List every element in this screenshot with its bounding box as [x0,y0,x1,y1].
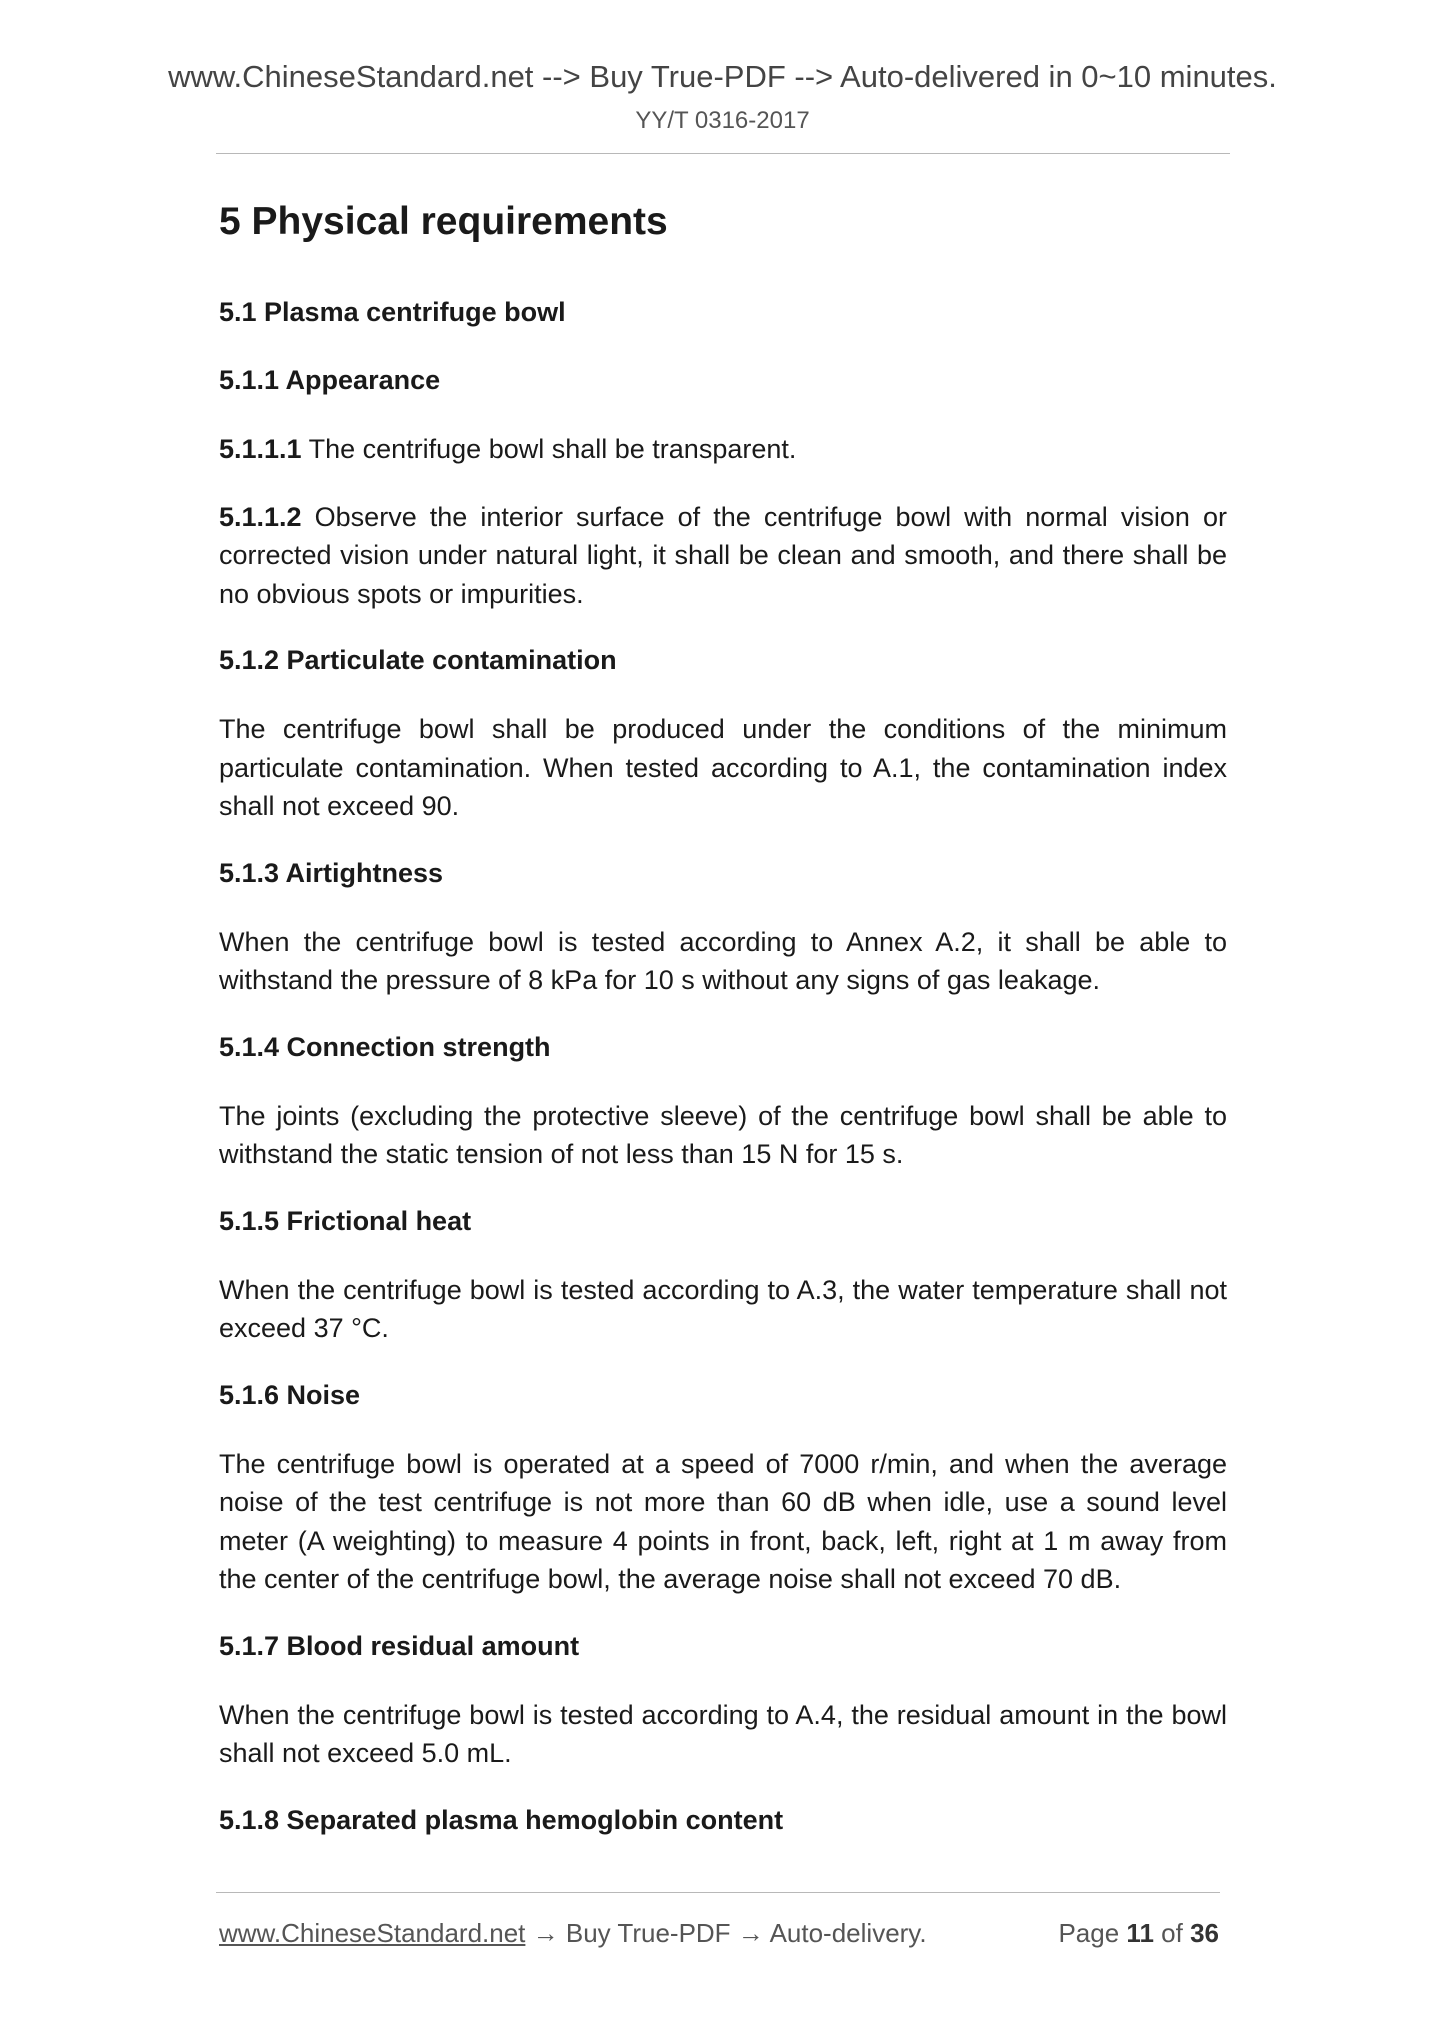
clause-number: 5.1.1.2 [219,501,302,532]
section-5-1-3-text: When the centrifuge bowl is tested according to Annex A.2, it shall be able to withstand the pressure of 8 kPa for 10 s without any signs of gas leakage. [219,926,1227,995]
page-indicator [1058,1916,1219,1950]
section-5-1-4-text: The joints (excluding the protective sleeve) of the centrifuge bowl shall be able to withstand the static tension of not less than 15 N for 15 s. [219,1100,1227,1169]
clause-number: 5.1.1.1 [219,434,302,464]
standard-code: YY/T 0316-2017 [635,107,810,134]
section-5-1-3-heading: 5.1.3 Airtightness [219,857,444,888]
page-total: 36 [1190,1918,1219,1948]
section-5-1-4-heading: 5.1.4 Connection strength [219,1031,551,1062]
footer-link[interactable]: www.ChineseStandard.net [219,1918,526,1948]
clause-text: The centrifuge bowl shall be transparent. [301,434,797,464]
section-5-1-heading: 5.1 Plasma centrifuge bowl [219,297,566,327]
section-5-1-7-heading: 5.1.7 Blood residual amount [219,1630,580,1661]
section-5-1-6-heading: 5.1.6 Noise [219,1379,361,1410]
section-5-1-5-heading: 5.1.5 Frictional heat [219,1205,472,1236]
header-banner: www.ChineseStandard.net --> Buy True-PDF --> Auto-delivered in 0~10 minutes. [168,59,1277,94]
section-5-1-7-text: When the centrifuge bowl is tested according to A.4, the residual amount in the bowl shall not exceed 5.0 mL. [219,1699,1227,1768]
page-of: of [1161,1918,1183,1948]
section-5-1-2-heading: 5.1.2 Particulate contamination [219,645,617,675]
clause-5-1-1-1 [219,430,1227,469]
page-current: 11 [1126,1918,1154,1948]
section-5-1-6-text: The centrifuge bowl is operated at a speed of 7000 r/min, and when the average noise of the test centrifuge is not more than 60 dB when idle, use a sound level meter (A weighting) to measure 4 points in front, back, left, right at 1 m away from the center of the centrifuge bowl, the average noise shall not exceed 70 dB. [219,1448,1227,1594]
section-5-1-8-heading: 5.1.8 Separated plasma hemoglobin content [219,1804,784,1835]
page-footer [219,1916,1219,1950]
document-body [219,196,1227,1870]
footer-divider [216,1892,1220,1893]
page-label: Page [1058,1918,1120,1948]
clause-text: Observe the interior surface of the centrifuge bowl with normal vision or corrected vision under natural light, it shall be clean and smooth, and there shall be no obvious spots or impurities. [219,501,1227,609]
footer-tagline: → Buy True-PDF → Auto-delivery. [525,1918,927,1948]
section-5-1-1-heading: 5.1.1 Appearance [219,365,441,395]
section-5-1-5-text: When the centrifuge bowl is tested according to A.3, the water temperature shall not exceed 37 °C. [219,1274,1227,1343]
section-5-heading: 5 Physical requirements [219,200,668,243]
clause-5-1-1-2 [219,498,1227,614]
header-divider [216,153,1230,154]
section-5-1-2-text: The centrifuge bowl shall be produced under the conditions of the minimum particulate contamination. When tested according to A.1, the contamination index shall not exceed 90. [219,714,1227,821]
